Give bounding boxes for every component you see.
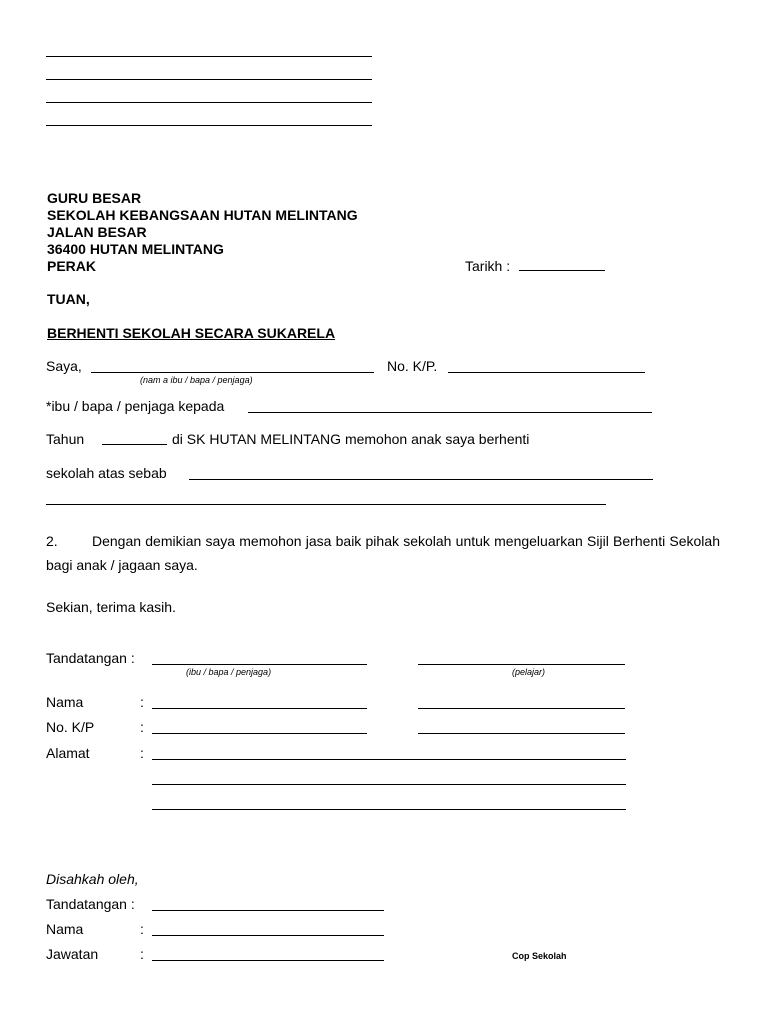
salutation: TUAN, [47,291,90,307]
child-name-field[interactable] [248,412,652,413]
para2-number: 2. [46,533,58,549]
date-label: Tarikh : [465,258,511,274]
alamat-field-3[interactable] [152,809,626,810]
tahun-field[interactable] [102,444,167,445]
verify-nama-field[interactable] [152,935,384,936]
recipient-line-1: GURU BESAR [47,190,142,206]
student-nama-field[interactable] [418,708,625,709]
nama-label: Nama [46,694,84,710]
signature-label: Tandatangan : [46,650,135,666]
student-hint: (pelajar) [512,667,546,677]
sender-line-4[interactable] [46,125,372,126]
closing-text: Sekian, terima kasih. [46,599,176,615]
verify-signature-label: Tandatangan : [46,896,135,912]
recipient-line-2: SEKOLAH KEBANGSAAN HUTAN MELINTANG [47,207,358,223]
verification-heading: Disahkah oleh, [46,871,139,887]
verify-jawatan-label: Jawatan [46,946,99,962]
tahun-label: Tahun [46,431,85,447]
student-signature-field[interactable] [418,664,625,665]
sender-line-2[interactable] [46,79,372,80]
reason-label: sekolah atas sebab [46,465,167,481]
para2-text: Dengan demikian saya memohon jasa baik pihak sekolah untuk mengeluarkan Sijil Berhenti Sekolah bagi anak / jagaan saya. [46,533,720,573]
verify-nama-colon: : [140,921,144,937]
kp-sig-label: No. K/P [46,719,95,735]
verify-nama-label: Nama [46,921,84,937]
alamat-field-1[interactable] [152,759,626,760]
sender-line-3[interactable] [46,102,372,103]
parent-name-field[interactable] [91,372,374,373]
kp-label: No. K/P. [387,358,438,374]
verify-jawatan-colon: : [140,946,144,962]
school-text: di SK HUTAN MELINTANG memohon anak saya berhenti [172,431,530,447]
alamat-label: Alamat [46,745,90,761]
reason-field-1[interactable] [189,479,653,480]
alamat-colon: : [140,745,144,761]
recipient-line-4: 36400 HUTAN MELINTANG [47,241,224,257]
student-kp-sig-field[interactable] [418,733,625,734]
sender-line-1[interactable] [46,56,372,57]
verify-signature-field[interactable] [152,910,384,911]
recipient-line-3: JALAN BESAR [47,224,147,240]
parent-kp-sig-field[interactable] [152,733,367,734]
nama-colon: : [140,694,144,710]
guardian-label: *ibu / bapa / penjaga kepada [46,398,225,414]
verify-jawatan-field[interactable] [152,960,384,961]
saya-label: Saya, [46,358,82,374]
recipient-line-5: PERAK [47,258,97,274]
subject-title: BERHENTI SEKOLAH SECARA SUKARELA [47,325,336,341]
reason-field-2[interactable] [46,504,606,505]
date-field[interactable] [519,270,605,271]
parent-signature-field[interactable] [152,664,367,665]
parent-kp-field[interactable] [448,372,645,373]
parent-hint: (ibu / bapa / penjaga) [186,667,272,677]
parent-nama-field[interactable] [152,708,367,709]
alamat-field-2[interactable] [152,784,626,785]
parent-name-hint: (nam a ibu / bapa / penjaga) [140,375,253,385]
school-stamp-label: Cop Sekolah [512,951,567,961]
kp-sig-colon: : [140,719,144,735]
